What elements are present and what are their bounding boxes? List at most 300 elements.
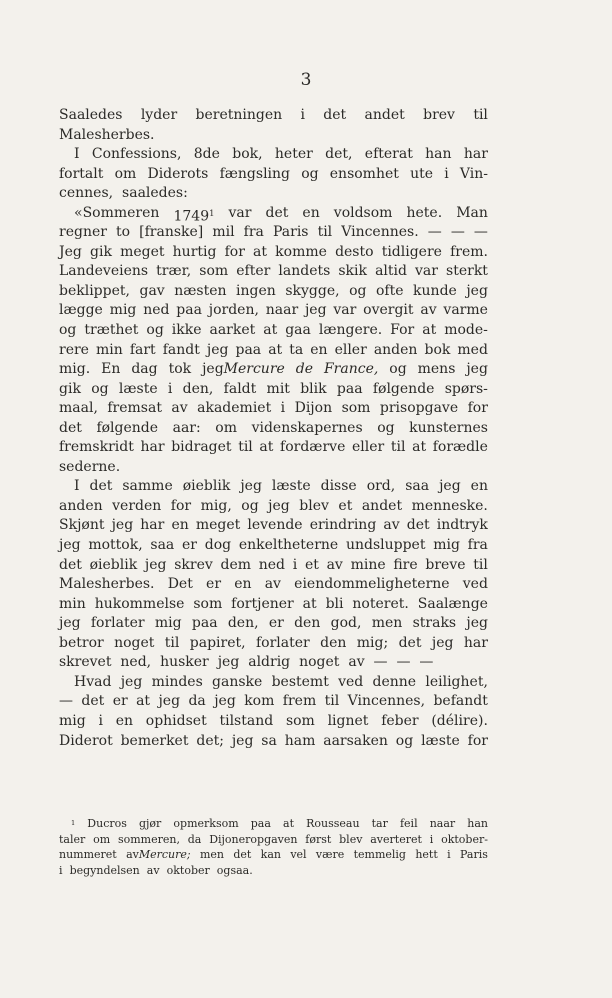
text-fragment: i xyxy=(300,107,305,123)
text-fragment: noget xyxy=(114,634,155,651)
text-fragment: Skjønt xyxy=(59,517,105,534)
word xyxy=(84,321,138,341)
word xyxy=(463,575,488,595)
text-line xyxy=(59,262,488,282)
text-fragment: træthet xyxy=(84,322,139,339)
word xyxy=(59,458,125,478)
footnote-line xyxy=(59,863,488,879)
text-fragment: øieblik xyxy=(182,478,231,495)
word xyxy=(188,692,205,712)
text-fragment: min xyxy=(96,341,123,358)
word xyxy=(471,477,488,497)
word xyxy=(139,223,203,243)
word xyxy=(168,380,172,400)
word xyxy=(59,419,82,439)
word xyxy=(130,341,156,361)
word xyxy=(283,816,294,832)
text-fragment: læste xyxy=(421,732,460,749)
text-fragment: den, xyxy=(227,615,259,632)
word xyxy=(59,634,104,654)
text-fragment: verden xyxy=(112,497,162,514)
text-fragment: for xyxy=(467,400,488,417)
word xyxy=(354,847,406,863)
text-fragment: i xyxy=(280,400,286,417)
word xyxy=(296,360,313,380)
word xyxy=(190,634,246,654)
word xyxy=(286,712,315,732)
word xyxy=(352,438,384,458)
word xyxy=(259,438,273,458)
text-fragment: andet xyxy=(361,497,403,514)
text-fragment: en xyxy=(234,576,252,593)
word xyxy=(173,419,201,439)
word xyxy=(372,816,388,832)
text-line xyxy=(59,692,488,712)
word xyxy=(261,732,277,752)
word xyxy=(165,634,180,654)
word xyxy=(59,321,76,341)
word xyxy=(240,477,262,497)
text-line xyxy=(59,341,488,361)
text-fragment: efter xyxy=(236,263,271,280)
text-fragment: jeg xyxy=(59,615,81,632)
word xyxy=(59,243,82,263)
text-fragment: taler xyxy=(59,832,86,846)
text-fragment: av xyxy=(126,848,139,861)
text-fragment: sterkt xyxy=(446,263,488,280)
word xyxy=(183,477,231,497)
text-fragment: Dijon xyxy=(294,400,333,417)
word xyxy=(367,477,396,497)
word xyxy=(116,223,130,243)
word xyxy=(248,653,294,673)
text-fragment: kan xyxy=(260,848,281,861)
word xyxy=(59,282,130,302)
text-fragment: at xyxy=(283,817,294,830)
text-fragment: ute xyxy=(410,165,434,182)
word xyxy=(396,653,414,673)
word xyxy=(316,847,344,863)
word xyxy=(390,321,414,341)
word xyxy=(473,106,488,126)
word xyxy=(95,595,185,615)
text-fragment: jeg xyxy=(466,615,488,632)
text-fragment: kom xyxy=(244,693,275,710)
text-fragment: varme xyxy=(443,302,488,319)
word xyxy=(295,399,333,419)
text-fragment: har xyxy=(463,634,488,651)
text-fragment: samme xyxy=(122,478,173,495)
word xyxy=(199,262,228,282)
text-fragment: fortalt xyxy=(59,165,104,182)
word xyxy=(405,477,429,497)
word xyxy=(415,847,437,863)
text-fragment: En xyxy=(101,361,121,378)
footnote-line xyxy=(59,816,488,832)
word xyxy=(380,399,458,419)
text-fragment: ta xyxy=(289,341,304,358)
text-fragment: et xyxy=(304,556,319,573)
word xyxy=(444,165,448,185)
word xyxy=(413,282,457,302)
text-fragment: Man xyxy=(456,204,488,221)
text-fragment: mode‑ xyxy=(444,322,488,339)
word xyxy=(443,301,488,321)
text-line xyxy=(59,653,488,673)
text-fragment: begyndelsen xyxy=(69,863,140,877)
text-fragment: er xyxy=(268,615,284,632)
text-line xyxy=(59,282,488,302)
word xyxy=(323,106,346,126)
text-fragment: til xyxy=(473,107,488,123)
text-fragment: paa xyxy=(191,615,218,632)
word xyxy=(139,816,161,832)
word xyxy=(59,262,148,282)
word xyxy=(468,536,488,556)
text-fragment: oktober xyxy=(166,863,210,877)
text-fragment: og xyxy=(377,419,395,436)
text-fragment: til xyxy=(390,439,406,456)
word xyxy=(59,360,90,380)
text-fragment: anden xyxy=(373,341,418,358)
word xyxy=(445,380,488,400)
word xyxy=(59,438,134,458)
word xyxy=(172,321,202,341)
text-fragment: eiendommeligheterne xyxy=(294,576,450,593)
text-fragment: leilighet, xyxy=(425,673,488,690)
text-fragment: til xyxy=(324,693,340,710)
text-line xyxy=(59,556,488,576)
text-fragment: Ducros xyxy=(87,817,127,830)
word xyxy=(146,321,163,341)
text-fragment: Saaledes xyxy=(59,107,123,123)
text-fragment: Saalænge xyxy=(417,595,488,612)
text-fragment: [franske] xyxy=(139,224,204,241)
word xyxy=(171,497,191,517)
word xyxy=(140,516,164,536)
text-fragment: maal, xyxy=(59,400,98,417)
text-fragment: tidligere xyxy=(381,243,442,260)
text-fragment: en xyxy=(310,341,328,358)
text-fragment: jeg xyxy=(466,282,488,299)
word xyxy=(143,301,169,321)
text-fragment: landets xyxy=(278,263,331,280)
text-fragment: Dijoneropgaven xyxy=(209,832,298,846)
text-fragment: den xyxy=(294,615,321,632)
text-fragment: av xyxy=(326,556,343,573)
text-line xyxy=(59,477,488,497)
word xyxy=(301,165,318,185)
text-fragment: to xyxy=(116,224,131,241)
text-fragment: har xyxy=(140,439,165,456)
text-fragment: det xyxy=(81,693,105,710)
text-fragment: først xyxy=(305,832,332,846)
text-fragment: befandt xyxy=(433,693,488,710)
word xyxy=(374,341,418,361)
text-line xyxy=(59,516,488,536)
word xyxy=(90,477,113,497)
text-fragment: rere xyxy=(59,341,89,358)
text-fragment: sa xyxy=(261,732,277,749)
word xyxy=(323,732,388,752)
word xyxy=(90,556,138,576)
text-fragment: til xyxy=(317,224,333,241)
text-fragment: mig xyxy=(109,302,137,319)
word xyxy=(456,204,488,224)
word xyxy=(59,712,86,732)
word xyxy=(120,653,155,673)
word xyxy=(466,614,488,634)
text-fragment: akademiet xyxy=(197,400,272,417)
text-fragment: som xyxy=(285,712,315,729)
text-fragment: at xyxy=(302,595,317,612)
text-fragment: hurtig xyxy=(172,243,217,260)
text-line xyxy=(59,712,488,732)
text-fragment: forlater xyxy=(255,634,310,651)
word xyxy=(428,223,442,243)
word xyxy=(278,262,330,282)
word xyxy=(407,204,443,224)
word xyxy=(334,204,393,224)
text-fragment: Paris xyxy=(272,224,309,241)
text-fragment: desto xyxy=(335,243,374,260)
text-fragment: en xyxy=(470,478,488,495)
text-fragment: aarsaken xyxy=(323,732,388,749)
text-fragment: blev xyxy=(339,832,363,846)
word xyxy=(59,223,107,243)
text-fragment: Rousseau xyxy=(306,817,360,830)
word xyxy=(466,360,488,380)
text-fragment: naar xyxy=(429,817,456,830)
word xyxy=(289,341,303,361)
text-line xyxy=(59,360,488,380)
text-fragment: Vin‑ xyxy=(459,165,488,182)
word xyxy=(374,653,392,673)
text-fragment: andet xyxy=(364,107,405,123)
word xyxy=(348,692,425,712)
word xyxy=(145,556,167,576)
word xyxy=(375,262,407,282)
text-line xyxy=(59,126,488,146)
word xyxy=(74,673,111,693)
word xyxy=(267,380,290,400)
word xyxy=(182,536,197,556)
word xyxy=(425,673,488,693)
text-fragment: ingen xyxy=(236,282,276,299)
word xyxy=(460,847,488,863)
word xyxy=(81,692,104,712)
text-fragment: en xyxy=(302,204,320,221)
footnote xyxy=(59,816,488,878)
word xyxy=(236,282,276,302)
word xyxy=(263,321,277,341)
word xyxy=(107,399,162,419)
word xyxy=(232,732,254,752)
text-fragment: fart xyxy=(129,341,156,358)
word xyxy=(425,145,451,165)
word xyxy=(328,712,369,732)
word xyxy=(120,243,164,263)
word xyxy=(101,360,120,380)
text-line xyxy=(59,595,488,615)
word xyxy=(351,556,386,576)
word xyxy=(119,380,158,400)
text-fragment: trær, xyxy=(156,263,192,280)
word xyxy=(460,165,488,185)
text-fragment: temmelig xyxy=(353,848,406,861)
text-fragment: ned xyxy=(258,556,286,573)
word xyxy=(231,595,294,615)
text-fragment: skik xyxy=(338,263,367,280)
text-fragment: altid xyxy=(375,263,407,280)
word xyxy=(290,847,306,863)
word xyxy=(275,145,313,165)
page-number: 3 xyxy=(300,70,312,90)
word xyxy=(173,243,217,263)
text-fragment: jeg xyxy=(439,478,461,495)
word xyxy=(431,712,488,732)
text-fragment: det xyxy=(265,204,289,221)
text-fragment: ensomhet xyxy=(329,165,399,182)
word xyxy=(362,497,402,517)
word xyxy=(87,816,127,832)
word xyxy=(446,262,488,282)
word xyxy=(300,380,326,400)
word xyxy=(321,477,357,497)
word xyxy=(357,634,388,654)
text-fragment: overgit xyxy=(363,302,414,319)
text-fragment: ved xyxy=(462,576,488,593)
text-fragment: men xyxy=(199,848,224,861)
text-fragment: det xyxy=(233,848,252,861)
text-fragment: Diderots xyxy=(147,165,209,182)
word xyxy=(70,863,144,879)
word xyxy=(331,614,362,634)
text-fragment: husker xyxy=(160,654,209,671)
word xyxy=(320,634,346,654)
text-line xyxy=(59,458,488,478)
text-fragment: følgende xyxy=(96,419,159,436)
text-fragment: mil xyxy=(212,224,235,241)
text-fragment: fremsat xyxy=(107,400,162,417)
word xyxy=(389,360,406,380)
text-fragment: til xyxy=(164,634,180,651)
text-fragment: mottok, xyxy=(88,537,143,554)
word xyxy=(176,301,202,321)
word xyxy=(305,301,327,321)
text-fragment: gjør xyxy=(138,817,162,830)
word xyxy=(425,556,465,576)
text-fragment: cennes, xyxy=(59,185,114,202)
word xyxy=(221,556,252,576)
text-fragment: var xyxy=(333,302,357,319)
text-fragment: og xyxy=(395,732,414,749)
text-fragment: fandt xyxy=(162,341,200,358)
text-fragment: erindring xyxy=(309,517,377,534)
word xyxy=(302,204,319,224)
text-fragment: mine xyxy=(350,556,386,573)
word xyxy=(439,477,461,497)
text-fragment: gaa xyxy=(285,322,311,339)
word xyxy=(59,692,73,712)
text-fragment: min xyxy=(59,595,86,612)
text-fragment: feber xyxy=(381,712,419,729)
text-fragment: anden xyxy=(59,497,103,514)
word xyxy=(468,732,488,752)
text-fragment: disse xyxy=(320,478,357,495)
text-fragment: har xyxy=(140,517,165,534)
word xyxy=(349,282,366,302)
text-fragment: i xyxy=(59,863,63,877)
text-fragment: det, xyxy=(325,146,353,163)
text-fragment: tok xyxy=(168,361,192,378)
word xyxy=(209,832,297,848)
text-fragment: for xyxy=(467,732,488,749)
word xyxy=(421,732,460,752)
text-fragment: da xyxy=(188,693,206,710)
text-line xyxy=(59,301,488,321)
text-fragment: 1749 xyxy=(173,208,210,225)
word xyxy=(266,301,298,321)
text-line xyxy=(59,614,488,634)
text-fragment: (délire). xyxy=(431,712,488,729)
word xyxy=(450,243,488,263)
text-fragment: det xyxy=(89,478,113,495)
text-fragment: hukommelse xyxy=(94,595,185,612)
word xyxy=(236,262,270,282)
text-fragment: kunde xyxy=(413,282,457,299)
text-fragment: skygge, xyxy=(285,282,340,299)
word xyxy=(272,477,311,497)
text-fragment: er xyxy=(206,576,222,593)
word xyxy=(59,847,117,863)
word xyxy=(335,341,367,361)
text-fragment: lægge xyxy=(59,302,103,319)
text-fragment: — xyxy=(427,224,442,241)
text-fragment: og xyxy=(241,497,259,514)
word xyxy=(59,556,82,576)
word xyxy=(393,556,417,576)
text-fragment: av xyxy=(264,576,281,593)
word xyxy=(373,673,417,693)
text-fragment: I xyxy=(74,478,80,495)
text-line xyxy=(59,204,488,224)
word xyxy=(266,204,289,224)
word xyxy=(464,145,488,165)
word xyxy=(409,419,488,439)
word xyxy=(300,106,304,126)
word xyxy=(283,692,316,712)
text-fragment: bok xyxy=(424,341,451,358)
text-fragment: aar: xyxy=(172,419,201,436)
text-fragment: sommeren, xyxy=(117,832,180,846)
word xyxy=(337,380,363,400)
word xyxy=(74,145,80,165)
word xyxy=(163,341,200,361)
word xyxy=(236,341,262,361)
word xyxy=(146,712,207,732)
text-fragment: bok, xyxy=(232,146,263,163)
word xyxy=(59,399,98,419)
text-fragment: jeg xyxy=(111,517,134,534)
word xyxy=(383,516,399,536)
text-fragment: saaledes: xyxy=(122,185,188,202)
word xyxy=(196,516,240,536)
text-fragment: mindes xyxy=(151,673,203,690)
word xyxy=(268,497,290,517)
text-fragment: hete. xyxy=(406,204,443,221)
text-fragment: Landeveiens xyxy=(59,263,149,280)
